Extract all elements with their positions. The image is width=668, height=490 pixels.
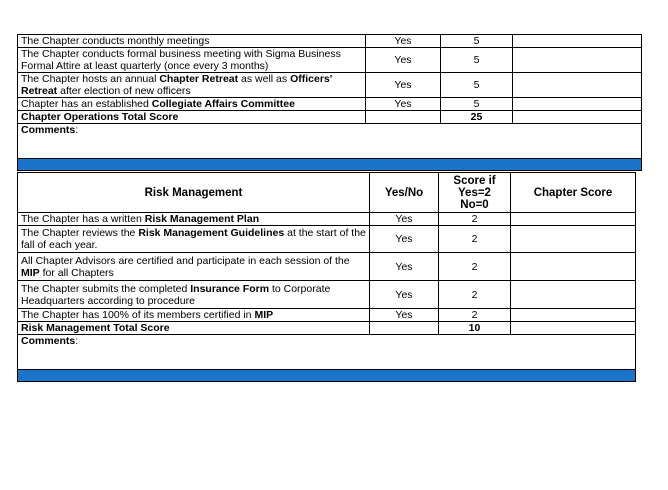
score-cell: 5 xyxy=(441,48,513,73)
criterion-text: The Chapter submits the completed xyxy=(21,282,191,295)
score-cell: 2 xyxy=(439,281,511,309)
criterion-cell xyxy=(18,253,370,281)
criterion-text: to Corporate Headquarters according to procedure xyxy=(21,282,331,307)
chapter-score-cell[interactable] xyxy=(511,213,636,226)
risk-management-header-row xyxy=(18,173,636,213)
chapter-score-cell[interactable] xyxy=(511,281,636,309)
criterion-text: The Chapter has 100% of its members certified in xyxy=(21,309,255,321)
risk-management-comments-row xyxy=(18,335,636,370)
score-cell: 2 xyxy=(439,253,511,281)
criterion-cell xyxy=(18,48,366,73)
chapter-operations-table xyxy=(17,34,642,171)
criterion-text: The Chapter conducts formal business meeting with Sigma Business Formal Attire at least quarterly (once every 3 months) xyxy=(21,48,341,72)
chapter-score-cell[interactable] xyxy=(513,73,642,98)
score-cell: 5 xyxy=(441,98,513,111)
comments-label: Comments xyxy=(21,124,76,136)
criterion-text: at the start of the fall of each year. xyxy=(21,227,366,251)
criterion-cell xyxy=(18,213,370,226)
criterion-cell xyxy=(18,281,370,309)
criterion-text: as well as xyxy=(238,73,291,85)
yesno-cell: Yes xyxy=(370,281,439,309)
criterion-emphasis: Chapter Retreat xyxy=(159,73,239,85)
yesno-cell: Yes xyxy=(370,309,439,322)
score-cell: 5 xyxy=(441,35,513,48)
comments-cell[interactable] xyxy=(18,335,636,370)
criterion-cell xyxy=(18,309,370,322)
yesno-cell: Yes xyxy=(366,35,441,48)
risk-management-total-row xyxy=(18,322,636,335)
criterion-text: for all Chapters xyxy=(39,266,114,279)
yesno-header: Yes/No xyxy=(370,173,439,213)
criterion-text: after election of new officers xyxy=(57,85,191,97)
comments-label: Comments xyxy=(21,335,76,347)
comments-colon: : xyxy=(75,335,79,347)
risk-management-table xyxy=(17,172,636,382)
yesno-cell: Yes xyxy=(366,73,441,98)
criterion-text: The Chapter conducts monthly meetings xyxy=(21,35,210,47)
score-cell: 2 xyxy=(439,213,511,226)
criterion-text: Chapter has an established xyxy=(21,98,152,110)
table-row xyxy=(18,253,636,281)
chapter-score-cell[interactable] xyxy=(511,226,636,253)
table-row xyxy=(18,35,642,48)
score-cell: 2 xyxy=(439,309,511,322)
criterion-emphasis: MIP xyxy=(254,309,274,321)
chapter-score-header: Chapter Score xyxy=(511,173,636,213)
criterion-text: The Chapter hosts an annual xyxy=(21,73,160,85)
criterion-cell xyxy=(18,226,370,253)
comments-cell[interactable] xyxy=(18,124,642,159)
yesno-cell: Yes xyxy=(366,98,441,111)
table-row xyxy=(18,281,636,309)
chapter-score-cell[interactable] xyxy=(511,253,636,281)
criterion-text: All Chapter Advisors are certified and participate in each session of the xyxy=(21,254,350,267)
criterion-emphasis: Officers' Retreat xyxy=(21,73,333,97)
criterion-cell xyxy=(18,35,366,48)
section-divider-band xyxy=(18,159,642,171)
chapter-operations-total-score: 25 xyxy=(441,111,513,124)
table-row xyxy=(18,309,636,322)
chapter-score-cell[interactable] xyxy=(513,35,642,48)
risk-management-total-label: Risk Management Total Score xyxy=(18,322,370,335)
risk-management-title: Risk Management xyxy=(18,173,370,213)
total-yesno-cell xyxy=(366,111,441,124)
criterion-emphasis: Collegiate Affairs Committee xyxy=(151,98,295,110)
criterion-emphasis: Insurance Form xyxy=(190,282,270,295)
criterion-cell xyxy=(18,98,366,111)
table-row xyxy=(18,213,636,226)
chapter-operations-total-row xyxy=(18,111,642,124)
yesno-cell: Yes xyxy=(370,253,439,281)
criterion-text: The Chapter has a written xyxy=(21,213,145,225)
chapter-operations-body xyxy=(18,35,642,111)
criterion-emphasis: MIP xyxy=(21,266,40,279)
yesno-cell: Yes xyxy=(366,48,441,73)
table-row xyxy=(18,48,642,73)
risk-management-body xyxy=(18,213,636,322)
chapter-operations-total-label: Chapter Operations Total Score xyxy=(18,111,366,124)
table-row xyxy=(18,98,642,111)
criterion-emphasis: Risk Management Guidelines xyxy=(138,227,285,239)
chapter-score-cell[interactable] xyxy=(511,309,636,322)
chapter-score-cell[interactable] xyxy=(513,48,642,73)
table-row xyxy=(18,226,636,253)
score-cell: 2 xyxy=(439,226,511,253)
yesno-cell: Yes xyxy=(370,213,439,226)
criterion-text: The Chapter reviews the xyxy=(21,227,139,239)
score-if-header: Score if Yes=2 No=0 xyxy=(439,173,511,213)
section-divider-band xyxy=(18,370,636,382)
criterion-cell xyxy=(18,73,366,98)
total-chapter-score-cell xyxy=(511,322,636,335)
yesno-cell: Yes xyxy=(370,226,439,253)
score-cell: 5 xyxy=(441,73,513,98)
chapter-score-cell[interactable] xyxy=(513,98,642,111)
table-row xyxy=(18,73,642,98)
risk-management-total-score: 10 xyxy=(439,322,511,335)
total-yesno-cell xyxy=(370,322,439,335)
comments-colon: : xyxy=(75,124,79,136)
total-chapter-score-cell xyxy=(513,111,642,124)
criterion-emphasis: Risk Management Plan xyxy=(144,213,260,225)
chapter-operations-comments-row xyxy=(18,124,642,159)
